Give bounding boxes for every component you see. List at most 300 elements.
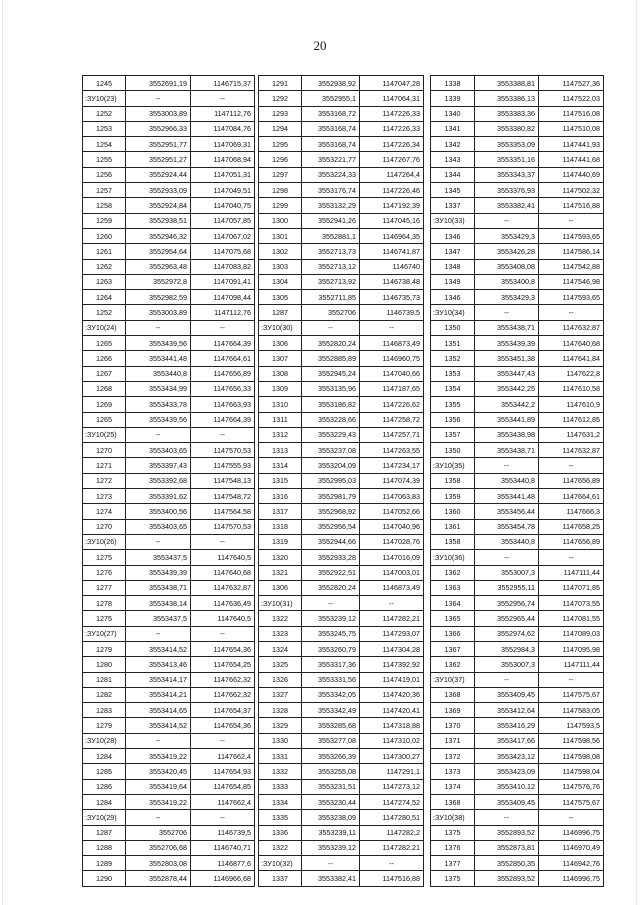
- y-coordinate: 1147003,01: [360, 565, 424, 580]
- y-coordinate: 1147527,36: [539, 76, 604, 91]
- y-coordinate: 1147555,93: [191, 458, 255, 473]
- table-row: [431, 534, 604, 549]
- table-row: [431, 856, 604, 871]
- point-number: 1256: [83, 167, 126, 182]
- y-coordinate: --: [191, 91, 255, 106]
- y-coordinate: 1146996,75: [539, 825, 604, 840]
- table-row: [431, 397, 604, 412]
- point-number: 1362: [431, 657, 475, 672]
- point-number: 1363: [431, 580, 475, 595]
- x-coordinate: 3553168,72: [302, 106, 360, 121]
- point-number: 1316: [259, 489, 302, 504]
- y-coordinate: 1147075,68: [191, 244, 255, 259]
- x-coordinate: 3552981,79: [302, 489, 360, 504]
- x-coordinate: 3553382,41: [475, 198, 539, 213]
- y-coordinate: 1147654,37: [191, 703, 255, 718]
- parcel-header-row: [431, 672, 604, 687]
- table-row: [83, 412, 255, 427]
- y-coordinate: 1147420,41: [360, 703, 424, 718]
- y-coordinate: 1147293,07: [360, 626, 424, 641]
- point-number: 1327: [259, 687, 302, 702]
- table-row: [431, 183, 604, 198]
- point-number: 1295: [259, 137, 302, 152]
- point-number: 1294: [259, 121, 302, 136]
- point-number: 1358: [431, 534, 475, 549]
- point-number: 1255: [83, 152, 126, 167]
- y-coordinate: 1146741,87: [360, 244, 424, 259]
- table-row: [83, 121, 255, 136]
- table-row: [259, 794, 424, 809]
- point-number: 1275: [83, 550, 126, 565]
- point-number: 1365: [431, 611, 475, 626]
- y-coordinate: 1147575,67: [539, 687, 604, 702]
- point-number: 1277: [83, 580, 126, 595]
- y-coordinate: 1147610,9: [539, 397, 604, 412]
- y-coordinate: 1147666,3: [539, 504, 604, 519]
- x-coordinate: 3553438,71: [475, 443, 539, 458]
- point-number: 1348: [431, 259, 475, 274]
- point-number: 1288: [83, 840, 126, 855]
- x-coordinate: 3552820,24: [302, 580, 360, 595]
- table-row: [83, 672, 255, 687]
- x-coordinate: 3552933,28: [302, 550, 360, 565]
- x-coordinate: 3552941,26: [302, 213, 360, 228]
- x-coordinate: 3552956,54: [302, 519, 360, 534]
- table-row: [83, 366, 255, 381]
- y-coordinate: 1147045,16: [360, 213, 424, 228]
- y-coordinate: 1147598,04: [539, 764, 604, 779]
- table-row: [431, 596, 604, 611]
- x-coordinate: 3552945,24: [302, 366, 360, 381]
- x-coordinate: 3552713,12: [302, 259, 360, 274]
- parcel-header-row: [259, 856, 424, 871]
- x-coordinate: 3553410,12: [475, 779, 539, 794]
- table-row: [83, 106, 255, 121]
- y-coordinate: 1147192,39: [360, 198, 424, 213]
- x-coordinate: 3553007,3: [475, 657, 539, 672]
- point-number: 1307: [259, 351, 302, 366]
- point-number: 1375: [431, 871, 475, 886]
- x-coordinate: 3552691,19: [126, 76, 191, 91]
- y-coordinate: --: [360, 320, 424, 335]
- x-coordinate: 3553221,77: [302, 152, 360, 167]
- point-number: 1366: [431, 626, 475, 641]
- table-row: [259, 580, 424, 595]
- y-coordinate: 1147622,8: [539, 366, 604, 381]
- y-coordinate: 1147016,09: [360, 550, 424, 565]
- parcel-label: :ЗУ10(37): [431, 672, 475, 687]
- point-number: 1268: [83, 381, 126, 396]
- table-row: [431, 152, 604, 167]
- y-coordinate: 1147564,58: [191, 504, 255, 519]
- point-number: 1315: [259, 473, 302, 488]
- coordinates-table-2: [258, 75, 424, 887]
- x-coordinate: 3553417,66: [475, 733, 539, 748]
- y-coordinate: 1147318,88: [360, 718, 424, 733]
- point-number: 1354: [431, 381, 475, 396]
- table-row: [431, 489, 604, 504]
- point-number: 1337: [431, 198, 475, 213]
- point-number: 1302: [259, 244, 302, 259]
- point-number: 1372: [431, 749, 475, 764]
- point-number: 1298: [259, 183, 302, 198]
- table-row: [431, 703, 604, 718]
- y-coordinate: 1147187,65: [360, 381, 424, 396]
- x-coordinate: 3553412,64: [475, 703, 539, 718]
- y-coordinate: 1147612,85: [539, 412, 604, 427]
- x-coordinate: --: [475, 458, 539, 473]
- x-coordinate: 3553376,93: [475, 183, 539, 198]
- x-coordinate: 3553451,38: [475, 351, 539, 366]
- table-row: [83, 519, 255, 534]
- table-row: [259, 259, 424, 274]
- x-coordinate: 3552954,64: [126, 244, 191, 259]
- parcel-header-row: [431, 213, 604, 228]
- x-coordinate: 3553391,62: [126, 489, 191, 504]
- x-coordinate: --: [126, 427, 191, 442]
- y-coordinate: 1147280,51: [360, 810, 424, 825]
- table-row: [83, 764, 255, 779]
- point-number: 1320: [259, 550, 302, 565]
- y-coordinate: 1147664,39: [191, 412, 255, 427]
- y-coordinate: 1147052,66: [360, 504, 424, 519]
- point-number: 1260: [83, 228, 126, 243]
- y-coordinate: 1147282,2: [360, 825, 424, 840]
- table-row: [259, 749, 424, 764]
- point-number: 1317: [259, 504, 302, 519]
- point-number: 1318: [259, 519, 302, 534]
- table-row: [83, 641, 255, 656]
- x-coordinate: 3553441,48: [126, 351, 191, 366]
- x-coordinate: 3553400,56: [126, 504, 191, 519]
- x-coordinate: 3553386,13: [475, 91, 539, 106]
- y-coordinate: 1147542,88: [539, 259, 604, 274]
- x-coordinate: 3553441,48: [475, 489, 539, 504]
- y-coordinate: 1147575,67: [539, 794, 604, 809]
- y-coordinate: 1146739,5: [360, 305, 424, 320]
- table-row: [259, 381, 424, 396]
- table-row: [83, 687, 255, 702]
- scan-edge-right: [636, 0, 637, 905]
- point-number: 1279: [83, 718, 126, 733]
- table-row: [83, 840, 255, 855]
- table-row: [431, 733, 604, 748]
- x-coordinate: 3553439,39: [126, 565, 191, 580]
- point-number: 1254: [83, 137, 126, 152]
- point-number: 1308: [259, 366, 302, 381]
- x-coordinate: 3553176,74: [302, 183, 360, 198]
- x-coordinate: 3553245,75: [302, 626, 360, 641]
- y-coordinate: 1147226,33: [360, 121, 424, 136]
- table-row: [259, 213, 424, 228]
- table-row: [259, 810, 424, 825]
- x-coordinate: 3553414,21: [126, 687, 191, 702]
- point-number: 1351: [431, 336, 475, 351]
- y-coordinate: 1147593,65: [539, 290, 604, 305]
- x-coordinate: 3553440,8: [475, 534, 539, 549]
- x-coordinate: 3553438,14: [126, 596, 191, 611]
- x-coordinate: 3552933,09: [126, 183, 191, 198]
- point-number: 1325: [259, 657, 302, 672]
- table-row: [259, 152, 424, 167]
- point-number: 1330: [259, 733, 302, 748]
- table-row: [83, 718, 255, 733]
- point-number: 1352: [431, 351, 475, 366]
- y-coordinate: --: [539, 550, 604, 565]
- point-number: 1309: [259, 381, 302, 396]
- y-coordinate: 1147583,05: [539, 703, 604, 718]
- parcel-header-row: [259, 320, 424, 335]
- y-coordinate: 1147662,4: [191, 794, 255, 809]
- x-coordinate: 3553456,44: [475, 504, 539, 519]
- table-row: [431, 611, 604, 626]
- point-number: 1252: [83, 106, 126, 121]
- parcel-label: :ЗУ10(34): [431, 305, 475, 320]
- point-number: 1329: [259, 718, 302, 733]
- y-coordinate: 1147064,31: [360, 91, 424, 106]
- y-coordinate: 1147441,93: [539, 137, 604, 152]
- table-row: [83, 473, 255, 488]
- y-coordinate: 1147282,21: [360, 611, 424, 626]
- table-row: [259, 764, 424, 779]
- table-row: [259, 351, 424, 366]
- point-number: 1345: [431, 183, 475, 198]
- x-coordinate: 3552951,77: [126, 137, 191, 152]
- parcel-label: :ЗУ10(31): [259, 596, 302, 611]
- y-coordinate: 1147069,31: [191, 137, 255, 152]
- point-number: 1261: [83, 244, 126, 259]
- table-row: [259, 718, 424, 733]
- table-row: [259, 489, 424, 504]
- parcel-label: :ЗУ10(38): [431, 810, 475, 825]
- x-coordinate: 3553437,5: [126, 550, 191, 565]
- table-row: [431, 381, 604, 396]
- parcel-label: :ЗУ10(35): [431, 458, 475, 473]
- y-coordinate: 1147068,94: [191, 152, 255, 167]
- y-coordinate: 1147226,34: [360, 137, 424, 152]
- x-coordinate: 3553003,89: [126, 305, 191, 320]
- point-number: 1272: [83, 473, 126, 488]
- y-coordinate: 1147598,08: [539, 749, 604, 764]
- point-number: 1287: [83, 825, 126, 840]
- table-row: [83, 856, 255, 871]
- x-coordinate: 3553440,8: [126, 366, 191, 381]
- y-coordinate: 1147663,93: [191, 397, 255, 412]
- y-coordinate: --: [191, 320, 255, 335]
- table-row: [431, 519, 604, 534]
- y-coordinate: 1147654,85: [191, 779, 255, 794]
- x-coordinate: 3553392,68: [126, 473, 191, 488]
- point-number: 1346: [431, 228, 475, 243]
- x-coordinate: 3553397,43: [126, 458, 191, 473]
- y-coordinate: 1147656,89: [191, 366, 255, 381]
- point-number: 1267: [83, 366, 126, 381]
- table-row: [259, 534, 424, 549]
- x-coordinate: 3553414,17: [126, 672, 191, 687]
- table-row: [431, 565, 604, 580]
- table-row: [431, 443, 604, 458]
- point-number: 1335: [259, 810, 302, 825]
- point-number: 1344: [431, 167, 475, 182]
- point-number: 1301: [259, 228, 302, 243]
- point-number: 1375: [431, 825, 475, 840]
- x-coordinate: --: [126, 534, 191, 549]
- table-row: [259, 840, 424, 855]
- x-coordinate: 3552944,66: [302, 534, 360, 549]
- point-number: 1355: [431, 397, 475, 412]
- point-number: 1328: [259, 703, 302, 718]
- y-coordinate: 1147040,66: [360, 366, 424, 381]
- point-number: 1245: [83, 76, 126, 91]
- y-coordinate: 1147226,33: [360, 106, 424, 121]
- point-number: 1368: [431, 687, 475, 702]
- point-number: 1293: [259, 106, 302, 121]
- table-row: [83, 351, 255, 366]
- x-coordinate: 3553285,68: [302, 718, 360, 733]
- y-coordinate: 1147091,41: [191, 274, 255, 289]
- x-coordinate: 3553420,45: [126, 764, 191, 779]
- x-coordinate: 3553204,09: [302, 458, 360, 473]
- point-number: 1259: [83, 213, 126, 228]
- y-coordinate: 1147112,76: [191, 106, 255, 121]
- y-coordinate: 1147510,08: [539, 121, 604, 136]
- x-coordinate: 3553230,44: [302, 794, 360, 809]
- y-coordinate: 1146873,49: [360, 580, 424, 595]
- y-coordinate: 1147051,31: [191, 167, 255, 182]
- x-coordinate: 3553440,8: [475, 473, 539, 488]
- y-coordinate: 1147084,76: [191, 121, 255, 136]
- point-number: 1273: [83, 489, 126, 504]
- table-row: [259, 244, 424, 259]
- table-row: [431, 274, 604, 289]
- point-number: 1359: [431, 489, 475, 504]
- y-coordinate: 1147516,88: [539, 198, 604, 213]
- y-coordinate: 1147656,33: [191, 381, 255, 396]
- y-coordinate: --: [191, 626, 255, 641]
- x-coordinate: 3553414,52: [126, 718, 191, 733]
- table-row: [259, 825, 424, 840]
- x-coordinate: 3553419,22: [126, 749, 191, 764]
- y-coordinate: 1147310,02: [360, 733, 424, 748]
- table-row: [431, 871, 604, 886]
- table-row: [431, 351, 604, 366]
- point-number: 1323: [259, 626, 302, 641]
- table-row: [259, 871, 424, 886]
- x-coordinate: 3553003,89: [126, 106, 191, 121]
- point-number: 1324: [259, 641, 302, 656]
- table-row: [83, 458, 255, 473]
- y-coordinate: 1147664,61: [191, 351, 255, 366]
- point-number: 1284: [83, 749, 126, 764]
- y-coordinate: 1147658,25: [539, 519, 604, 534]
- x-coordinate: 3553429,3: [475, 228, 539, 243]
- y-coordinate: 1147234,17: [360, 458, 424, 473]
- point-number: 1303: [259, 259, 302, 274]
- y-coordinate: 1147632,87: [539, 443, 604, 458]
- table-row: [259, 565, 424, 580]
- x-coordinate: 3553388,81: [475, 76, 539, 91]
- parcel-label: :ЗУ10(25): [83, 427, 126, 442]
- y-coordinate: 1147300,27: [360, 749, 424, 764]
- y-coordinate: 1147640,5: [191, 550, 255, 565]
- table-row: [259, 76, 424, 91]
- table-row: [431, 259, 604, 274]
- parcel-label: :ЗУ10(30): [259, 320, 302, 335]
- table-row: [83, 305, 255, 320]
- point-number: 1310: [259, 397, 302, 412]
- parcel-header-row: [431, 550, 604, 565]
- table-row: [259, 626, 424, 641]
- x-coordinate: 3553414,65: [126, 703, 191, 718]
- x-coordinate: 3552706: [126, 825, 191, 840]
- x-coordinate: 3553260,79: [302, 641, 360, 656]
- y-coordinate: 1147548,72: [191, 489, 255, 504]
- y-coordinate: --: [191, 733, 255, 748]
- y-coordinate: 1147548,13: [191, 473, 255, 488]
- point-number: 1271: [83, 458, 126, 473]
- x-coordinate: 3553439,56: [126, 412, 191, 427]
- table-row: [431, 794, 604, 809]
- x-coordinate: 3553351,16: [475, 152, 539, 167]
- y-coordinate: 1147641,84: [539, 351, 604, 366]
- y-coordinate: 1147274,52: [360, 794, 424, 809]
- y-coordinate: --: [539, 672, 604, 687]
- y-coordinate: 1147419,01: [360, 672, 424, 687]
- y-coordinate: 1147095,98: [539, 641, 604, 656]
- point-number: 1270: [83, 519, 126, 534]
- table-row: [259, 121, 424, 136]
- y-coordinate: 1146873,49: [360, 336, 424, 351]
- point-number: 1338: [431, 76, 475, 91]
- table-row: [259, 106, 424, 121]
- point-number: 1332: [259, 764, 302, 779]
- y-coordinate: 1147073,55: [539, 596, 604, 611]
- table-row: [83, 213, 255, 228]
- y-coordinate: 1147264,4: [360, 167, 424, 182]
- table-row: [431, 504, 604, 519]
- y-coordinate: 1147598,56: [539, 733, 604, 748]
- parcel-header-row: [83, 534, 255, 549]
- y-coordinate: 1147392,92: [360, 657, 424, 672]
- point-number: 1289: [83, 856, 126, 871]
- table-row: [431, 749, 604, 764]
- parcel-label: :ЗУ10(36): [431, 550, 475, 565]
- table-row: [431, 91, 604, 106]
- x-coordinate: 3552713,92: [302, 274, 360, 289]
- point-number: 1347: [431, 244, 475, 259]
- y-coordinate: 1147662,32: [191, 672, 255, 687]
- table-row: [83, 397, 255, 412]
- table-row: [83, 703, 255, 718]
- y-coordinate: 1146996,75: [539, 871, 604, 886]
- parcel-label: :ЗУ10(26): [83, 534, 126, 549]
- table-row: [259, 336, 424, 351]
- x-coordinate: 3553342,05: [302, 687, 360, 702]
- y-coordinate: 1146739,5: [191, 825, 255, 840]
- y-coordinate: 1147570,53: [191, 519, 255, 534]
- x-coordinate: 3553380,82: [475, 121, 539, 136]
- x-coordinate: 3553135,96: [302, 381, 360, 396]
- parcel-label: :ЗУ10(32): [259, 856, 302, 871]
- x-coordinate: 3553409,45: [475, 794, 539, 809]
- table-row: [431, 76, 604, 91]
- x-coordinate: 3553408,08: [475, 259, 539, 274]
- y-coordinate: 1147440,69: [539, 167, 604, 182]
- table-row: [431, 641, 604, 656]
- x-coordinate: 3553438,71: [126, 580, 191, 595]
- x-coordinate: 3553413,46: [126, 657, 191, 672]
- table-row: [83, 167, 255, 182]
